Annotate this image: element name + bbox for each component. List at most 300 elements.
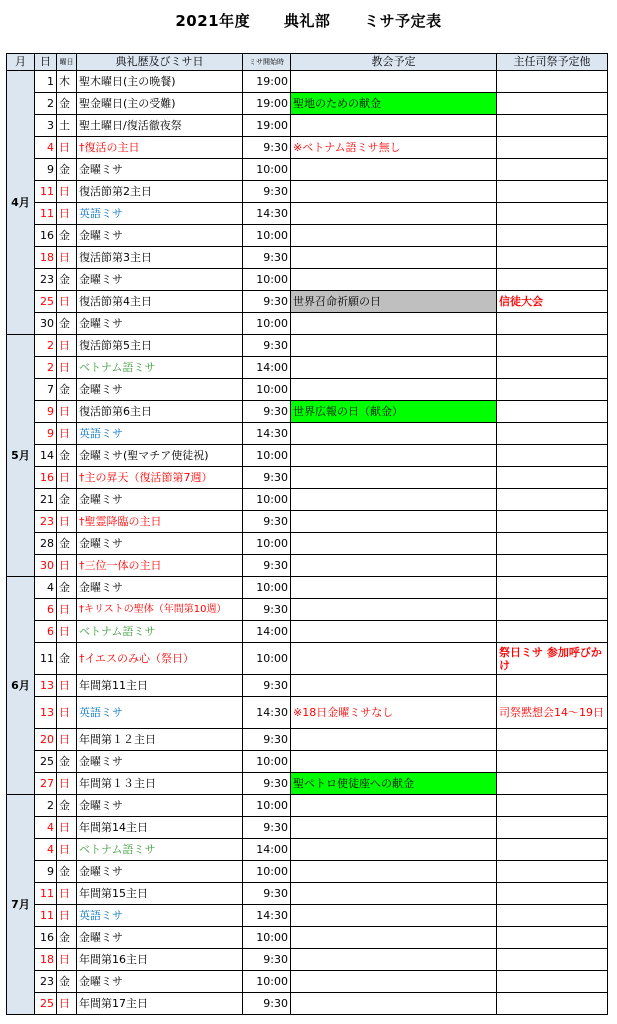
liturgy-cell: 年間第１３主日	[77, 773, 243, 795]
table-row	[7, 379, 608, 401]
celebrant-cell	[497, 137, 608, 159]
weekday-cell: 日	[57, 993, 77, 1015]
table-row	[7, 643, 608, 675]
day-cell: 16	[35, 467, 57, 489]
weekday-cell: 日	[57, 839, 77, 861]
day-cell: 4	[35, 577, 57, 599]
table-row	[7, 137, 608, 159]
liturgy-cell: 金曜ミサ	[77, 577, 243, 599]
time-cell: 19:00	[243, 93, 291, 115]
celebrant-cell	[497, 795, 608, 817]
liturgy-cell: 金曜ミサ	[77, 971, 243, 993]
weekday-cell: 日	[57, 511, 77, 533]
table-row	[7, 861, 608, 883]
table-row	[7, 795, 608, 817]
header-month: 月	[7, 54, 35, 71]
weekday-cell: 金	[57, 379, 77, 401]
time-cell: 14:00	[243, 839, 291, 861]
church-event-cell: ※18日金曜ミサなし	[291, 697, 497, 729]
table-row	[7, 555, 608, 577]
celebrant-cell	[497, 93, 608, 115]
liturgy-cell: 年間第17主日	[77, 993, 243, 1015]
weekday-cell: 日	[57, 697, 77, 729]
table-row	[7, 993, 608, 1015]
table-row	[7, 181, 608, 203]
church-event-cell	[291, 555, 497, 577]
celebrant-cell	[497, 489, 608, 511]
church-event-cell	[291, 643, 497, 675]
liturgy-cell: ベトナム語ミサ	[77, 839, 243, 861]
liturgy-cell: 復活節第3主日	[77, 247, 243, 269]
liturgy-cell: ベトナム語ミサ	[77, 621, 243, 643]
day-cell: 3	[35, 115, 57, 137]
church-event-cell	[291, 675, 497, 697]
weekday-cell: 日	[57, 137, 77, 159]
day-cell: 6	[35, 599, 57, 621]
table-row	[7, 817, 608, 839]
day-cell: 21	[35, 489, 57, 511]
weekday-cell: 日	[57, 291, 77, 313]
weekday-cell: 金	[57, 93, 77, 115]
time-cell: 9:30	[243, 335, 291, 357]
church-event-cell: 聖ペトロ使徒座への献金	[291, 773, 497, 795]
day-cell: 27	[35, 773, 57, 795]
church-event-cell	[291, 949, 497, 971]
time-cell: 19:00	[243, 115, 291, 137]
time-cell: 9:30	[243, 511, 291, 533]
church-event-cell	[291, 839, 497, 861]
day-cell: 30	[35, 313, 57, 335]
weekday-cell: 日	[57, 905, 77, 927]
day-cell: 6	[35, 621, 57, 643]
weekday-cell: 金	[57, 159, 77, 181]
table-row	[7, 949, 608, 971]
time-cell: 9:30	[243, 401, 291, 423]
church-event-cell	[291, 247, 497, 269]
time-cell: 9:30	[243, 181, 291, 203]
church-event-cell	[291, 817, 497, 839]
weekday-cell: 日	[57, 599, 77, 621]
celebrant-cell	[497, 203, 608, 225]
celebrant-cell	[497, 949, 608, 971]
liturgy-cell: 英語ミサ	[77, 203, 243, 225]
day-cell: 13	[35, 697, 57, 729]
church-event-cell	[291, 751, 497, 773]
celebrant-cell	[497, 993, 608, 1015]
weekday-cell: 金	[57, 489, 77, 511]
day-cell: 9	[35, 159, 57, 181]
church-event-cell	[291, 621, 497, 643]
church-event-cell	[291, 225, 497, 247]
church-event-cell	[291, 181, 497, 203]
liturgy-cell: 復活節第5主日	[77, 335, 243, 357]
liturgy-cell: 金曜ミサ	[77, 533, 243, 555]
day-cell: 9	[35, 401, 57, 423]
day-cell: 11	[35, 643, 57, 675]
church-event-cell	[291, 159, 497, 181]
day-cell: 13	[35, 675, 57, 697]
time-cell: 10:00	[243, 269, 291, 291]
weekday-cell: 日	[57, 621, 77, 643]
celebrant-cell	[497, 839, 608, 861]
church-event-cell	[291, 927, 497, 949]
time-cell: 14:30	[243, 905, 291, 927]
celebrant-cell	[497, 335, 608, 357]
weekday-cell: 木	[57, 71, 77, 93]
liturgy-cell: 聖木曜日(主の晩餐)	[77, 71, 243, 93]
celebrant-cell	[497, 423, 608, 445]
liturgy-cell: 英語ミサ	[77, 423, 243, 445]
time-cell: 9:30	[243, 247, 291, 269]
celebrant-cell	[497, 533, 608, 555]
weekday-cell: 金	[57, 533, 77, 555]
celebrant-cell	[497, 71, 608, 93]
day-cell: 25	[35, 993, 57, 1015]
time-cell: 9:30	[243, 773, 291, 795]
day-cell: 2	[35, 795, 57, 817]
time-cell: 10:00	[243, 861, 291, 883]
month-label: 6月	[7, 577, 35, 795]
church-event-cell	[291, 203, 497, 225]
table-row	[7, 905, 608, 927]
time-cell: 19:00	[243, 71, 291, 93]
liturgy-cell: †主の昇天（復活節第7週）	[77, 467, 243, 489]
table-row	[7, 225, 608, 247]
weekday-cell: 日	[57, 883, 77, 905]
day-cell: 4	[35, 839, 57, 861]
celebrant-cell	[497, 511, 608, 533]
weekday-cell: 日	[57, 817, 77, 839]
day-cell: 30	[35, 555, 57, 577]
table-row	[7, 269, 608, 291]
header-celebrant: 主任司祭予定他	[497, 54, 608, 71]
day-cell: 25	[35, 291, 57, 313]
day-cell: 23	[35, 511, 57, 533]
weekday-cell: 金	[57, 445, 77, 467]
table-row	[7, 577, 608, 599]
time-cell: 9:30	[243, 467, 291, 489]
church-event-cell	[291, 599, 497, 621]
weekday-cell: 金	[57, 927, 77, 949]
time-cell: 9:30	[243, 137, 291, 159]
weekday-cell: 日	[57, 467, 77, 489]
table-row	[7, 203, 608, 225]
header-day: 日	[35, 54, 57, 71]
church-event-cell	[291, 313, 497, 335]
church-event-cell	[291, 993, 497, 1015]
church-event-cell	[291, 115, 497, 137]
weekday-cell: 日	[57, 357, 77, 379]
time-cell: 9:30	[243, 729, 291, 751]
time-cell: 10:00	[243, 445, 291, 467]
celebrant-cell	[497, 181, 608, 203]
day-cell: 1	[35, 71, 57, 93]
day-cell: 11	[35, 181, 57, 203]
liturgy-cell: 金曜ミサ	[77, 225, 243, 247]
weekday-cell: 金	[57, 861, 77, 883]
header-church: 教会予定	[291, 54, 497, 71]
mass-schedule-table	[6, 53, 608, 1015]
day-cell: 18	[35, 949, 57, 971]
table-row	[7, 927, 608, 949]
celebrant-cell	[497, 357, 608, 379]
celebrant-cell	[497, 599, 608, 621]
table-row	[7, 291, 608, 313]
church-event-cell	[291, 335, 497, 357]
church-event-cell	[291, 489, 497, 511]
time-cell: 14:00	[243, 357, 291, 379]
weekday-cell: 日	[57, 181, 77, 203]
table-row	[7, 247, 608, 269]
weekday-cell: 金	[57, 269, 77, 291]
celebrant-cell	[497, 817, 608, 839]
liturgy-cell: 年間第11主日	[77, 675, 243, 697]
day-cell: 16	[35, 225, 57, 247]
weekday-cell: 日	[57, 203, 77, 225]
liturgy-cell: 年間第１２主日	[77, 729, 243, 751]
table-row	[7, 313, 608, 335]
liturgy-cell: 英語ミサ	[77, 697, 243, 729]
celebrant-cell	[497, 401, 608, 423]
liturgy-cell: 金曜ミサ	[77, 313, 243, 335]
weekday-cell: 日	[57, 675, 77, 697]
liturgy-cell: 金曜ミサ	[77, 379, 243, 401]
schedule-body	[7, 71, 608, 1015]
title-dept: 典礼部	[283, 12, 331, 30]
time-cell: 14:30	[243, 203, 291, 225]
day-cell: 23	[35, 971, 57, 993]
day-cell: 4	[35, 817, 57, 839]
church-event-cell	[291, 533, 497, 555]
church-event-cell: 世界広報の日（献金）	[291, 401, 497, 423]
weekday-cell: 金	[57, 313, 77, 335]
header-weekday: 曜日	[57, 54, 77, 71]
time-cell: 10:00	[243, 159, 291, 181]
time-cell: 10:00	[243, 751, 291, 773]
table-row	[7, 335, 608, 357]
celebrant-cell	[497, 773, 608, 795]
celebrant-cell: 司祭黙想会14〜19日	[497, 697, 608, 729]
table-row	[7, 621, 608, 643]
table-row	[7, 773, 608, 795]
day-cell: 20	[35, 729, 57, 751]
table-row	[7, 357, 608, 379]
table-row	[7, 751, 608, 773]
table-row	[7, 401, 608, 423]
weekday-cell: 日	[57, 247, 77, 269]
month-label: 4月	[7, 71, 35, 335]
table-row	[7, 115, 608, 137]
celebrant-cell	[497, 313, 608, 335]
day-cell: 7	[35, 379, 57, 401]
day-cell: 16	[35, 927, 57, 949]
church-event-cell: 世界召命祈願の日	[291, 291, 497, 313]
celebrant-cell	[497, 729, 608, 751]
church-event-cell	[291, 729, 497, 751]
church-event-cell	[291, 423, 497, 445]
table-row	[7, 467, 608, 489]
table-row	[7, 489, 608, 511]
liturgy-cell: †三位一体の主日	[77, 555, 243, 577]
celebrant-cell	[497, 927, 608, 949]
celebrant-cell	[497, 883, 608, 905]
church-event-cell	[291, 795, 497, 817]
day-cell: 23	[35, 269, 57, 291]
church-event-cell	[291, 971, 497, 993]
table-row	[7, 839, 608, 861]
day-cell: 2	[35, 357, 57, 379]
celebrant-cell	[497, 621, 608, 643]
day-cell: 14	[35, 445, 57, 467]
liturgy-cell: 金曜ミサ(聖マチア使徒祝)	[77, 445, 243, 467]
church-event-cell	[291, 379, 497, 401]
celebrant-cell	[497, 115, 608, 137]
celebrant-cell: 祭日ミサ 参加呼びかけ	[497, 643, 608, 675]
weekday-cell: 金	[57, 751, 77, 773]
table-row	[7, 93, 608, 115]
time-cell: 10:00	[243, 795, 291, 817]
month-label: 5月	[7, 335, 35, 577]
header-row	[7, 54, 608, 71]
weekday-cell: 日	[57, 729, 77, 751]
weekday-cell: 日	[57, 949, 77, 971]
liturgy-cell: †復活の主日	[77, 137, 243, 159]
time-cell: 9:30	[243, 949, 291, 971]
celebrant-cell	[497, 555, 608, 577]
liturgy-cell: 年間第15主日	[77, 883, 243, 905]
weekday-cell: 土	[57, 115, 77, 137]
weekday-cell: 金	[57, 971, 77, 993]
church-event-cell: 聖地のための献金	[291, 93, 497, 115]
time-cell: 9:30	[243, 817, 291, 839]
header-liturgy: 典礼歴及びミサ日	[77, 54, 243, 71]
time-cell: 9:30	[243, 599, 291, 621]
table-row	[7, 533, 608, 555]
celebrant-cell	[497, 577, 608, 599]
weekday-cell: 金	[57, 577, 77, 599]
table-row	[7, 971, 608, 993]
liturgy-cell: 英語ミサ	[77, 905, 243, 927]
day-cell: 2	[35, 335, 57, 357]
liturgy-cell: †聖霊降臨の主日	[77, 511, 243, 533]
time-cell: 14:00	[243, 621, 291, 643]
weekday-cell: 日	[57, 335, 77, 357]
time-cell: 14:30	[243, 423, 291, 445]
time-cell: 14:30	[243, 697, 291, 729]
time-cell: 10:00	[243, 533, 291, 555]
liturgy-cell: 金曜ミサ	[77, 927, 243, 949]
table-row	[7, 71, 608, 93]
celebrant-cell	[497, 751, 608, 773]
celebrant-cell	[497, 269, 608, 291]
table-row	[7, 423, 608, 445]
weekday-cell: 金	[57, 225, 77, 247]
table-row	[7, 445, 608, 467]
table-row	[7, 599, 608, 621]
time-cell: 10:00	[243, 971, 291, 993]
table-row	[7, 159, 608, 181]
church-event-cell	[291, 577, 497, 599]
table-row	[7, 883, 608, 905]
celebrant-cell	[497, 905, 608, 927]
day-cell: 28	[35, 533, 57, 555]
time-cell: 10:00	[243, 379, 291, 401]
table-row	[7, 675, 608, 697]
church-event-cell	[291, 905, 497, 927]
weekday-cell: 日	[57, 555, 77, 577]
celebrant-cell	[497, 445, 608, 467]
celebrant-cell	[497, 379, 608, 401]
liturgy-cell: 聖金曜日(主の受難)	[77, 93, 243, 115]
weekday-cell: 日	[57, 773, 77, 795]
title-name: ミサ予定表	[364, 12, 442, 30]
month-label: 7月	[7, 795, 35, 1015]
celebrant-cell: 信徒大会	[497, 291, 608, 313]
day-cell: 2	[35, 93, 57, 115]
liturgy-cell: 金曜ミサ	[77, 751, 243, 773]
church-event-cell	[291, 511, 497, 533]
church-event-cell: ※ベトナム語ミサ無し	[291, 137, 497, 159]
liturgy-cell: 年間第14主日	[77, 817, 243, 839]
liturgy-cell: 復活節第2主日	[77, 181, 243, 203]
day-cell: 25	[35, 751, 57, 773]
day-cell: 11	[35, 203, 57, 225]
liturgy-cell: 金曜ミサ	[77, 489, 243, 511]
page-title	[0, 10, 617, 31]
time-cell: 10:00	[243, 489, 291, 511]
celebrant-cell	[497, 675, 608, 697]
church-event-cell	[291, 357, 497, 379]
time-cell: 10:00	[243, 643, 291, 675]
day-cell: 9	[35, 861, 57, 883]
time-cell: 10:00	[243, 927, 291, 949]
table-row	[7, 697, 608, 729]
church-event-cell	[291, 445, 497, 467]
table-row	[7, 511, 608, 533]
church-event-cell	[291, 467, 497, 489]
time-cell: 9:30	[243, 883, 291, 905]
day-cell: 18	[35, 247, 57, 269]
church-event-cell	[291, 861, 497, 883]
liturgy-cell: ベトナム語ミサ	[77, 357, 243, 379]
liturgy-cell: 聖土曜日/復活徹夜祭	[77, 115, 243, 137]
day-cell: 11	[35, 905, 57, 927]
liturgy-cell: 復活節第4主日	[77, 291, 243, 313]
liturgy-cell: 年間第16主日	[77, 949, 243, 971]
liturgy-cell: 復活節第6主日	[77, 401, 243, 423]
time-cell: 10:00	[243, 313, 291, 335]
weekday-cell: 金	[57, 795, 77, 817]
time-cell: 10:00	[243, 225, 291, 247]
celebrant-cell	[497, 247, 608, 269]
header-time: ミサ開始時	[243, 54, 291, 71]
table-row	[7, 729, 608, 751]
weekday-cell: 日	[57, 423, 77, 445]
time-cell: 9:30	[243, 291, 291, 313]
liturgy-cell: 金曜ミサ	[77, 861, 243, 883]
liturgy-cell: †イエスのみ心（祭日）	[77, 643, 243, 675]
celebrant-cell	[497, 861, 608, 883]
time-cell: 9:30	[243, 555, 291, 577]
celebrant-cell	[497, 225, 608, 247]
celebrant-cell	[497, 971, 608, 993]
church-event-cell	[291, 883, 497, 905]
liturgy-cell: 金曜ミサ	[77, 795, 243, 817]
celebrant-cell	[497, 159, 608, 181]
weekday-cell: 日	[57, 401, 77, 423]
day-cell: 9	[35, 423, 57, 445]
title-year: 2021年度	[175, 12, 251, 30]
